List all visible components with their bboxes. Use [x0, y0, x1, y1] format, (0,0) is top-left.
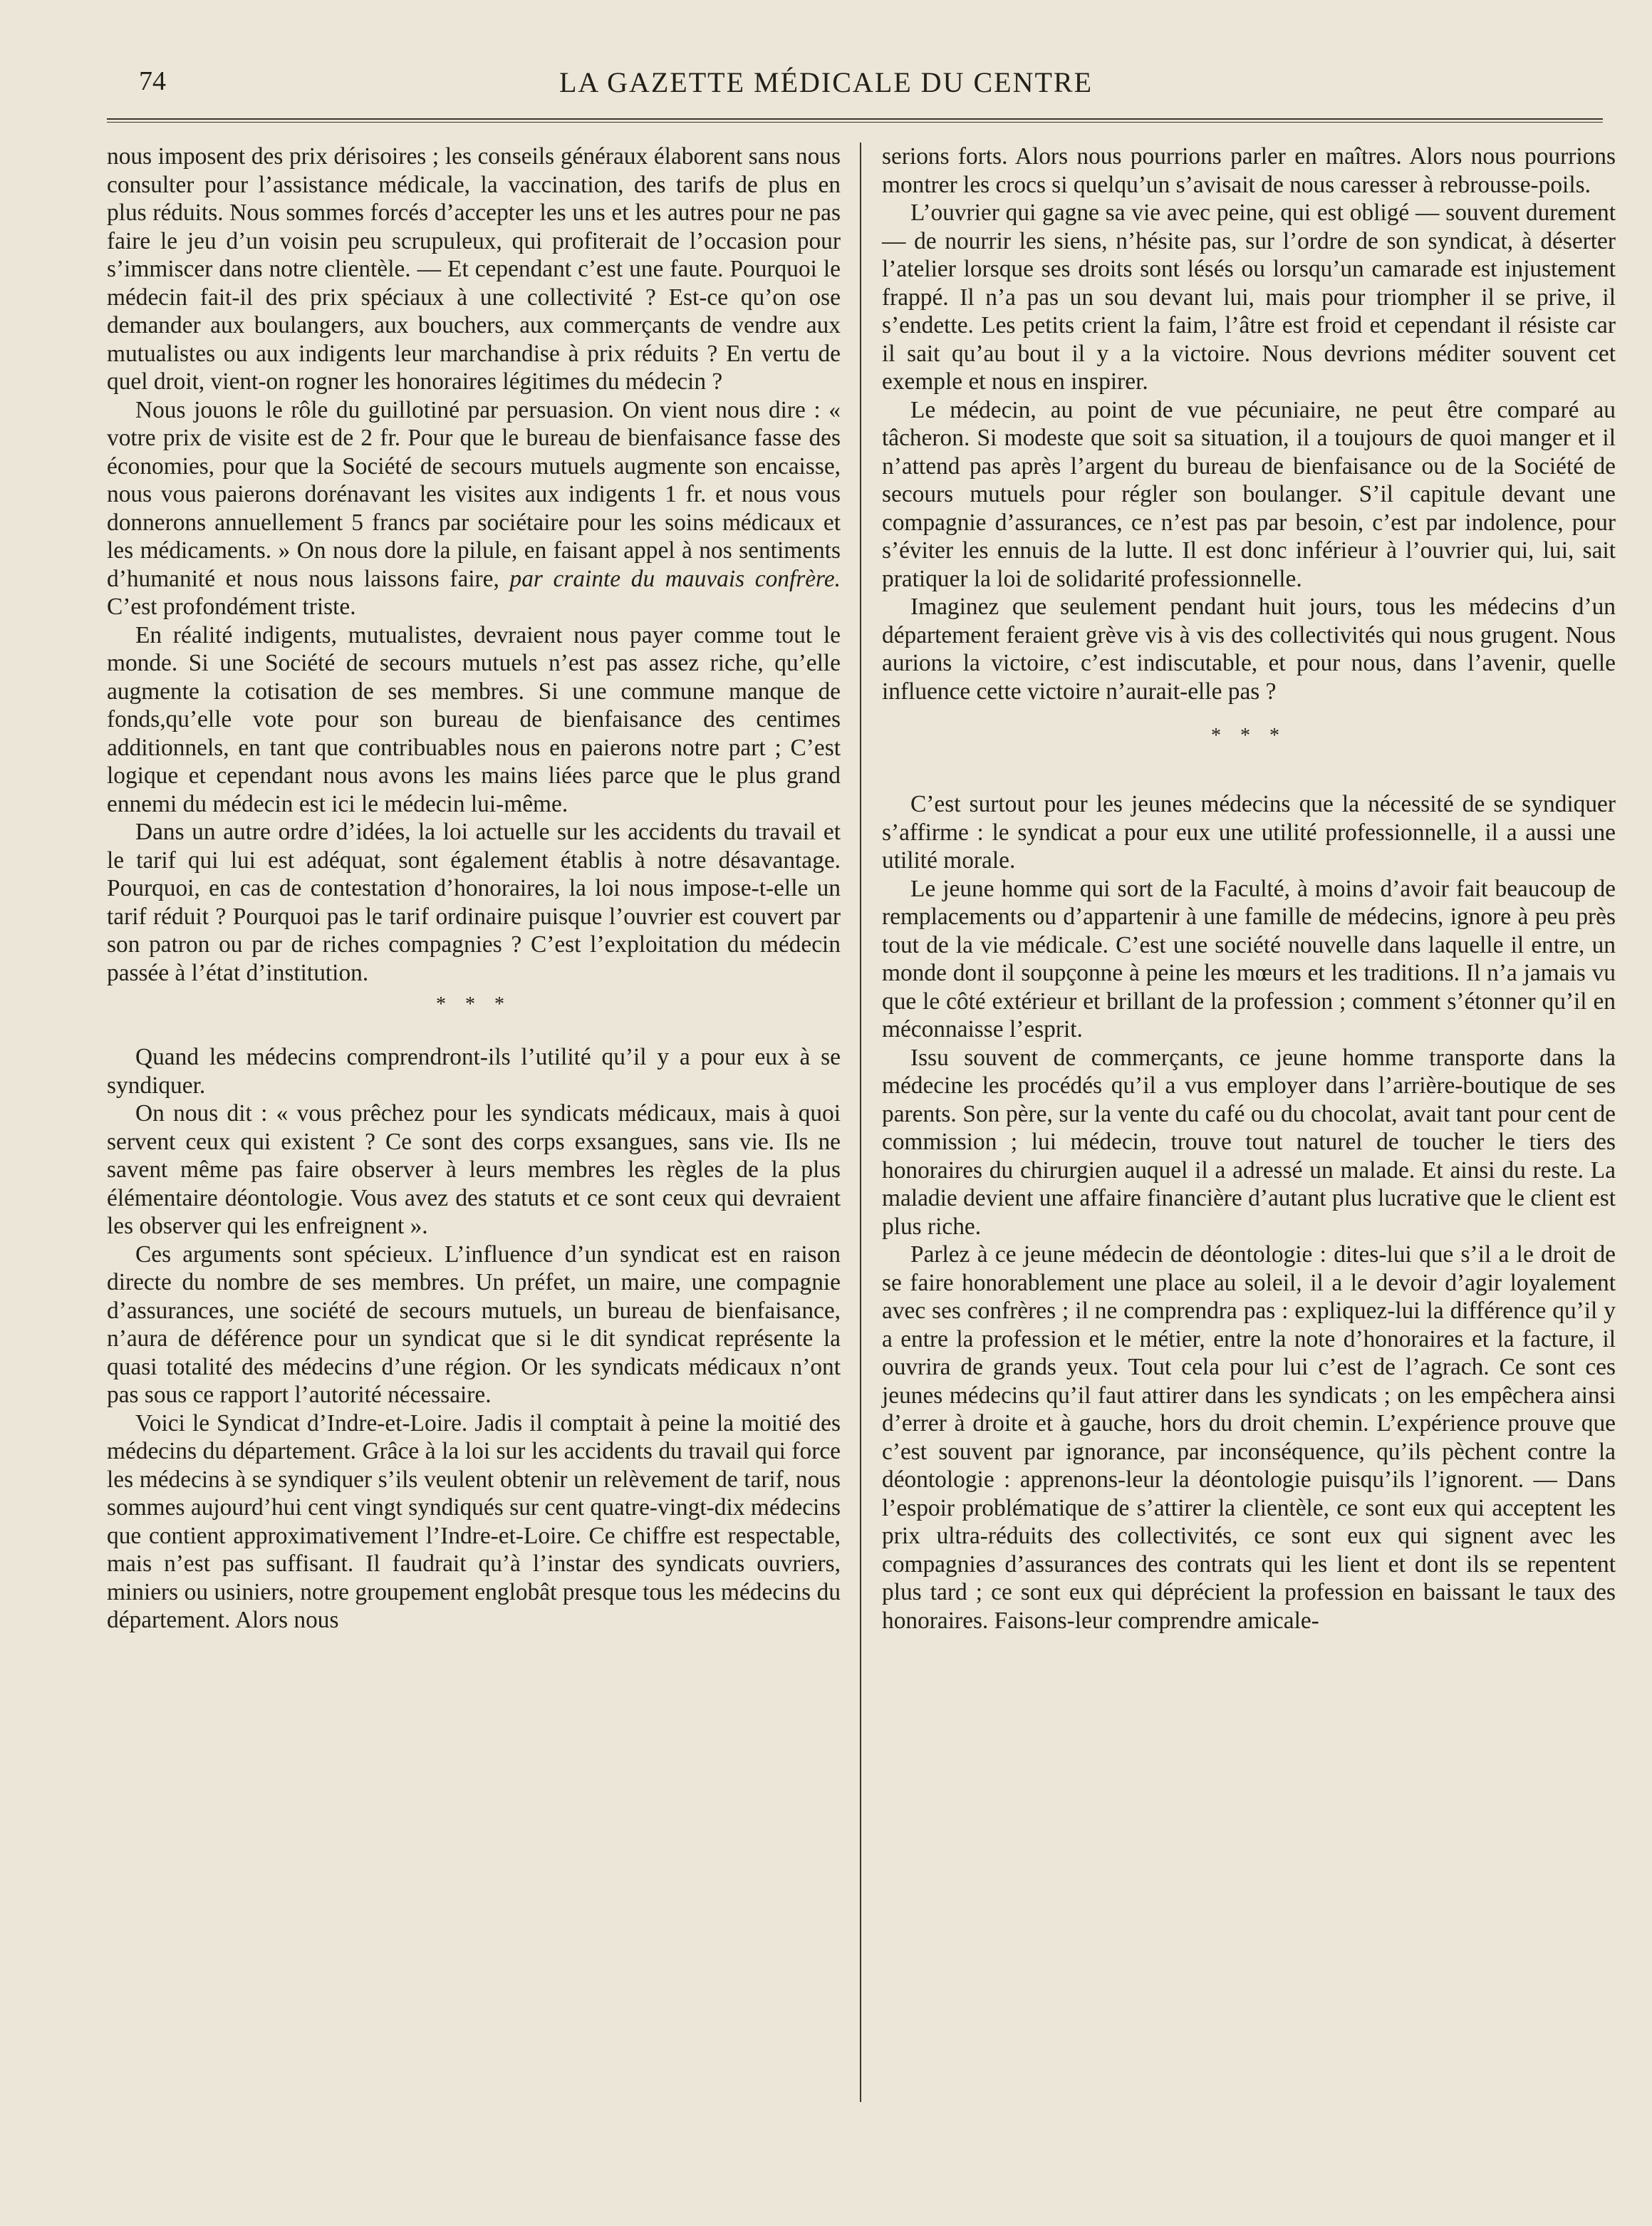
right-paragraph-3: Le médecin, au point de vue pécuniaire, ne peut être comparé au tâcheron. Si modeste que soit sa situation, il a toujours de quoi manger et il n’attend pas après l’argent du bureau de bienfaisance ou de la Société de secours mutuels pour régler son boulanger. S’il capitule devant une compagnie d’assurances, ce n’est pas par besoin, c’est par indolence, pour s’éviter les ennuis de la lutte. Il est donc inférieur à l’ouvrier qui, lui, sait pratiquer la loi de solidarité professionnelle.	[882, 396, 1616, 592]
right-column	[882, 143, 1616, 1635]
left-paragraph-2-text: Nous jouons le rôle du guillotiné par persuasion. On vient nous dire : « votre prix de visite est de 2 fr. Pour que le bureau de bienfaisance fasse des économies, pour que la Société de secours mutuels augmente son encaisse, nous vous paierons dorénavant les visites aux indigents 1 fr. et nous vous donnerons annuellement 5 francs par sociétaire pour les soins médicaux et les médicaments. » On nous dore la pilule, en faisant appel à nos sentiments d’humanité et nous nous laissons faire,	[107, 396, 841, 592]
right-paragraph-2: L’ouvrier qui gagne sa vie avec peine, qui est obligé — souvent durement — de nourrir les siens, n’hésite pas, sur l’ordre de son syndicat, à déserter l’atelier lorsque ses droits sont lésés ou lorsqu’un camarade est injustement frappé. Il n’a pas un sou devant lui, mais pour triompher il se prive, il s’endette. Les petits crient la faim, l’âtre est froid et cependant il résiste car il sait qu’au bout il y a la victoire. Nous devrions méditer souvent cet exemple et nous en inspirer.	[882, 200, 1616, 395]
right-paragraph-1: serions forts. Alors nous pourrions parler en maîtres. Alors nous pourrions montrer les crocs si quelqu’un s’avisait de nous caresser à rebrousse-poils.	[882, 143, 1616, 198]
left-paragraph-4: Dans un autre ordre d’idées, la loi actuelle sur les accidents du travail et le tarif qui lui est adéquat, sont également établis à notre désavantage. Pourquoi, en cas de contestation d’honoraires, la loi nous impose-t-elle un tarif réduit ? Pourquoi pas le tarif ordinaire puisque l’ouvrier est couvert par son patron ou par de riches compagnies ? C’est l’exploitation du médecin passée à l’état d’institution.	[107, 819, 841, 986]
left-column	[107, 143, 841, 1635]
left-paragraph-1: nous imposent des prix dérisoires ; les conseils généraux élaborent sans nous consulter pour l’assistance médicale, la vaccination, des tarifs de plus en plus réduits. Nous sommes forcés d’accepter les uns et les autres pour ne pas faire le jeu d’un voisin peu scrupuleux, qui profiterait de l’occasion pour s’immiscer dans notre clientèle. — Et cependant c’est une faute. Pourquoi le médecin fait-il des prix spéciaux à une collectivité ? Est-ce qu’on ose demander aux boulangers, aux bouchers, aux commerçants de vendre aux mutualistes ou aux indigents leur marchandise à prix réduits ? En vertu de quel droit, vient-on rogner les honoraires légitimes du médecin ?	[107, 143, 841, 395]
left-paragraph-5: Quand les médecins comprendront-ils l’utilité qu’il y a pour eux à se syndiquer.	[107, 1044, 841, 1099]
right-paragraph-4: Imaginez que seulement pendant huit jours, tous les médecins d’un département feraient grève vis à vis des collectivités qui nous grugent. Nous aurions la victoire, c’est indiscutable, et pour nous, dans l’avenir, quelle influence cette victoire n’aurait-elle pas ?	[882, 594, 1616, 705]
left-paragraph-7: Ces arguments sont spécieux. L’influence d’un syndicat est en raison directe du nombre de ses membres. Un préfet, un maire, une compagnie d’assurances, une société de secours mutuels, un bureau de bienfaisance, n’aura de déférence pour un syndicat que si le dit syndicat représente la quasi totalité des médecins d’une région. Or les syndicats médicaux n’ont pas sous ce rapport l’autorité nécessaire.	[107, 1241, 841, 1408]
right-paragraph-5: C’est surtout pour les jeunes médecins que la nécessité de se syndiquer s’affirme : le syndicat a pour eux une utilité professionnelle, il a aussi une utilité morale.	[882, 791, 1616, 874]
header-rule	[107, 118, 1603, 120]
header-rule-thin	[107, 122, 1603, 123]
left-paragraph-2	[107, 396, 841, 621]
left-paragraph-2-italic: par crainte du mauvais confrère.	[509, 565, 841, 592]
left-paragraph-6: On nous dit : « vous prêchez pour les syndicats médicaux, mais à quoi servent ceux qui existent ? Ce sont des corps exsangues, sans vie. Ils ne savent même pas faire observer à leurs membres les règles de la plus élémentaire déontologie. Vous avez des statuts et ce sont ceux qui devraient les observer qui les enfreignent ».	[107, 1100, 841, 1239]
right-paragraph-8: Parlez à ce jeune médecin de déontologie : dites-lui que s’il a le droit de se faire honorablement une place au soleil, il a le devoir d’agir loyalement avec ses confrères ; il ne comprendra pas : expliquez-lui la différence qu’il y a entre la profession et le métier, entre la note d’honoraires et la facture, il ouvrira de grands yeux. Tout cela pour lui c’est de l’agrach. Ce sont ces jeunes médecins qu’il faut attirer dans les syndicats ; on les empêchera ainsi d’errer à droite et à gauche, hors du droit chemin. L’expérience prouve que c’est souvent par ignorance, par inconséquence, qu’ils pèchent contre la déontologie : apprenons-leur la déontologie puisqu’ils l’ignorent. — Dans l’espoir problématique de s’attirer la clientèle, ce sont eux qui acceptent les prix ultra-réduits des collectivités, ce sont eux qui signent avec les compagnies d’assurances des contrats qui les lient et dont ils se repentent plus tard ; ce sont eux qui déprécient la profession en baissant le taux des honoraires. Faisons-leur comprendre amicale-	[882, 1241, 1616, 1634]
section-separator-stars: * * *	[1211, 725, 1287, 747]
section-separator-stars: * * *	[436, 993, 511, 1015]
left-paragraph-8: Voici le Syndicat d’Indre-et-Loire. Jadis il comptait à peine la moitié des médecins du département. Grâce à la loi sur les accidents du travail qui force les médecins à se syndiquer s’ils veulent obtenir un relèvement de tarif, nous sommes aujourd’hui cent vingt syndiqués sur cent quatre-vingt-dix médecins que contient approximativement l’Indre-et-Loire. Ce chiffre est respectable, mais n’est pas suffisant. Il faudrait qu’à l’instar des syndicats ouvriers, miniers ou usiniers, notre groupement englobât presque tous les médecins du département. Alors nous	[107, 1409, 841, 1633]
right-paragraph-6: Le jeune homme qui sort de la Faculté, à moins d’avoir fait beaucoup de remplacements ou d’appartenir à une famille de médecins, ignore à peu près tout de la vie médicale. C’est une société nouvelle dans laquelle il entre, un monde dont il soupçonne à peine les mœurs et les traditions. Il n’a jamais vu que le côté extérieur et brillant de la profession ; comment s’étonner qu’il en méconnaisse l’esprit.	[882, 875, 1616, 1042]
right-paragraph-7: Issu souvent de commerçants, ce jeune homme transporte dans la médecine les procédés qu’il a vus employer dans l’arrière-boutique de ses parents. Son père, sur la vente du café ou du chocolat, avait tant pour cent de commission ; lui médecin, trouve tout naturel de toucher le tiers des honoraires du chirurgien auquel il a adressé un malade. Et ainsi du reste. La maladie devient une affaire financière d’autant plus lucrative que le client est plus riche.	[882, 1044, 1616, 1240]
left-paragraph-2-end: C’est profondément triste.	[107, 594, 356, 620]
page-number: 74	[139, 66, 166, 96]
column-divider	[860, 143, 861, 2102]
left-paragraph-3: En réalité indigents, mutualistes, devraient nous payer comme tout le monde. Si une Société de secours mutuels n’est pas assez riche, qu’elle augmente la cotisation de ses membres. Si une commune manque de fonds,qu’elle vote pour son bureau de bienfaisance des centimes additionnels, en tant que contribuables nous en paierons notre part ; C’est logique et cependant nous avons les mains liées parce que le plus grand ennemi du médecin est ici le médecin lui-même.	[107, 621, 841, 817]
journal-title: LA GAZETTE MÉDICALE DU CENTRE	[559, 66, 1093, 98]
